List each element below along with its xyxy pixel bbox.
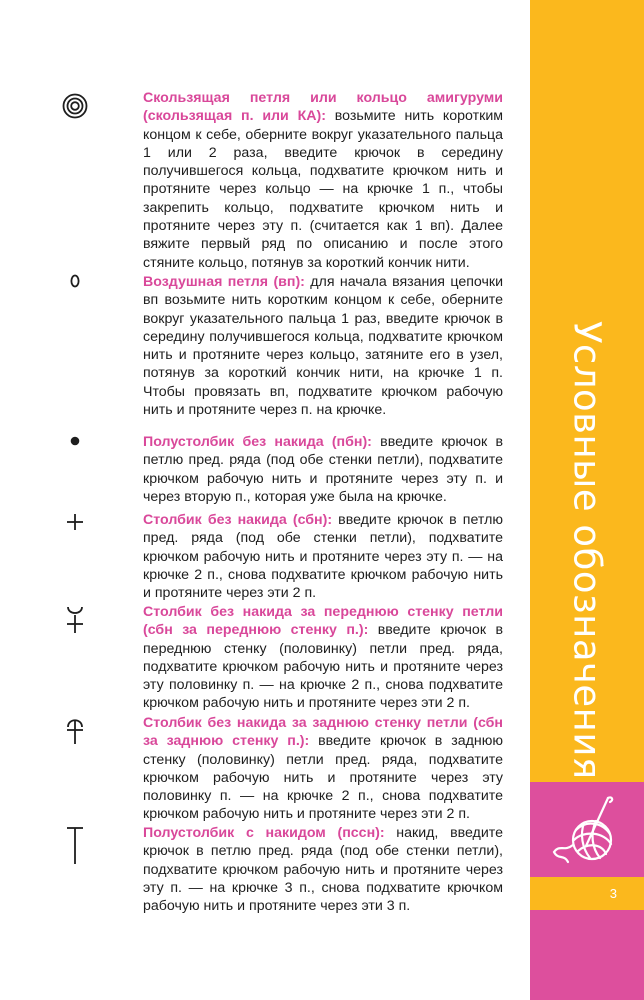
legend-text: возьмите нить коротким концом к себе, оберните вокруг указательного пальца 1 или 2 раза, введите крючок в середину получившегося кольца, подхватите крючком нить и протяните через кольцо — на крючке 1 п., чтобы закрепить кольцо, подхватите крючком нить и протяните через эту п. (считается как 1 вп). Далее вяжите первый ряд по описанию и после этого стяните кольцо, потянув за короткий кончик нити. bbox=[143, 108, 503, 271]
yarn-ball-crochet-hook-icon bbox=[550, 790, 626, 870]
section-title bbox=[530, 320, 644, 780]
magic-ring-icon bbox=[60, 91, 90, 131]
legend-term: Полустолбик с накидом (пссн): bbox=[143, 825, 385, 841]
single-crochet-front-loop-icon bbox=[60, 604, 90, 644]
legend-term: Скользящая петля или кольцо амигуруми (скользящая п. или КА): bbox=[143, 90, 503, 125]
legend-text: введите крючок в петлю пред. ряда (под обе стенки петли), подхватите крючком рабочую нить и протяните через эту п. и через вторую п., которая уже была на крючке. bbox=[143, 434, 503, 505]
bottom-band bbox=[530, 910, 644, 1000]
legend-text: введите крючок в заднюю стенку (половинку) петли пред. ряда, подхватите крючком рабочую нить и протяните через эту половинку п. — на крючке 2 п., снова подхватите крючком рабочую нить и протяните через эти 2 п. bbox=[143, 733, 503, 823]
legend-term: Воздушная петля (вп): bbox=[143, 274, 305, 290]
legend-term: Столбик без накида (сбн): bbox=[143, 512, 333, 528]
legend-text: для начала вязания цепочки вп возьмите нить коротким концом к себе, оберните вокруг указательного пальца 1 раз, введите крючок в середину получившегося кольца, подхватите крючком нить и протяните через кольцо, затяните его в узел, потянув за короткий кончик нити, на крючке 1 п. Чтобы провязать вп, подхватите крючком рабочую нить и протяните через п. на крючке. bbox=[143, 274, 503, 419]
legend-description bbox=[143, 89, 503, 272]
legend-description bbox=[143, 433, 503, 506]
single-crochet-back-loop-icon bbox=[60, 715, 90, 755]
chain-stitch-icon bbox=[60, 272, 90, 312]
legend-description bbox=[143, 824, 503, 915]
legend-term: Столбик без накида за заднюю стенку петли (сбн за заднюю стенку п.): bbox=[143, 715, 503, 750]
legend-description bbox=[143, 714, 503, 824]
slip-stitch-icon bbox=[60, 431, 90, 471]
legend-text: накид, введите крючок в петлю пред. ряда (под обе стенки петли), подхватите крючком рабочую нить и протяните через эту п. — на крючке 3 п., снова подхватите крючком рабочую нить и протяните через эти 3 п. bbox=[143, 825, 503, 915]
logo-panel bbox=[530, 782, 644, 877]
legend-text: введите крючок в петлю пред. ряда (под обе стенки петли), подхватите крючком рабочую нить и протяните через эту п. — на крючке 2 п., снова подхватите крючком рабочую нить и протяните через эти 2 п. bbox=[143, 512, 503, 602]
half-double-crochet-icon bbox=[60, 825, 90, 865]
single-crochet-icon bbox=[60, 510, 90, 550]
legend-term: Столбик без накида за переднюю стенку петли (сбн за переднюю стенку п.): bbox=[143, 604, 503, 639]
legend-description bbox=[143, 603, 503, 713]
page-number: 3 bbox=[609, 886, 617, 901]
legend-description bbox=[143, 511, 503, 602]
section-title-text: Условные обозначения bbox=[565, 320, 609, 780]
legend-term: Полустолбик без накида (пбн): bbox=[143, 434, 372, 450]
legend-text: введите крючок в переднюю стенку (половинку) петли пред. ряда, подхватите крючком рабочую нить и протяните через эту половинку п. — на крючке 2 п., снова подхватите крючком рабочую нить и протяните через эти 2 п. bbox=[143, 622, 504, 712]
legend-description bbox=[143, 273, 503, 419]
